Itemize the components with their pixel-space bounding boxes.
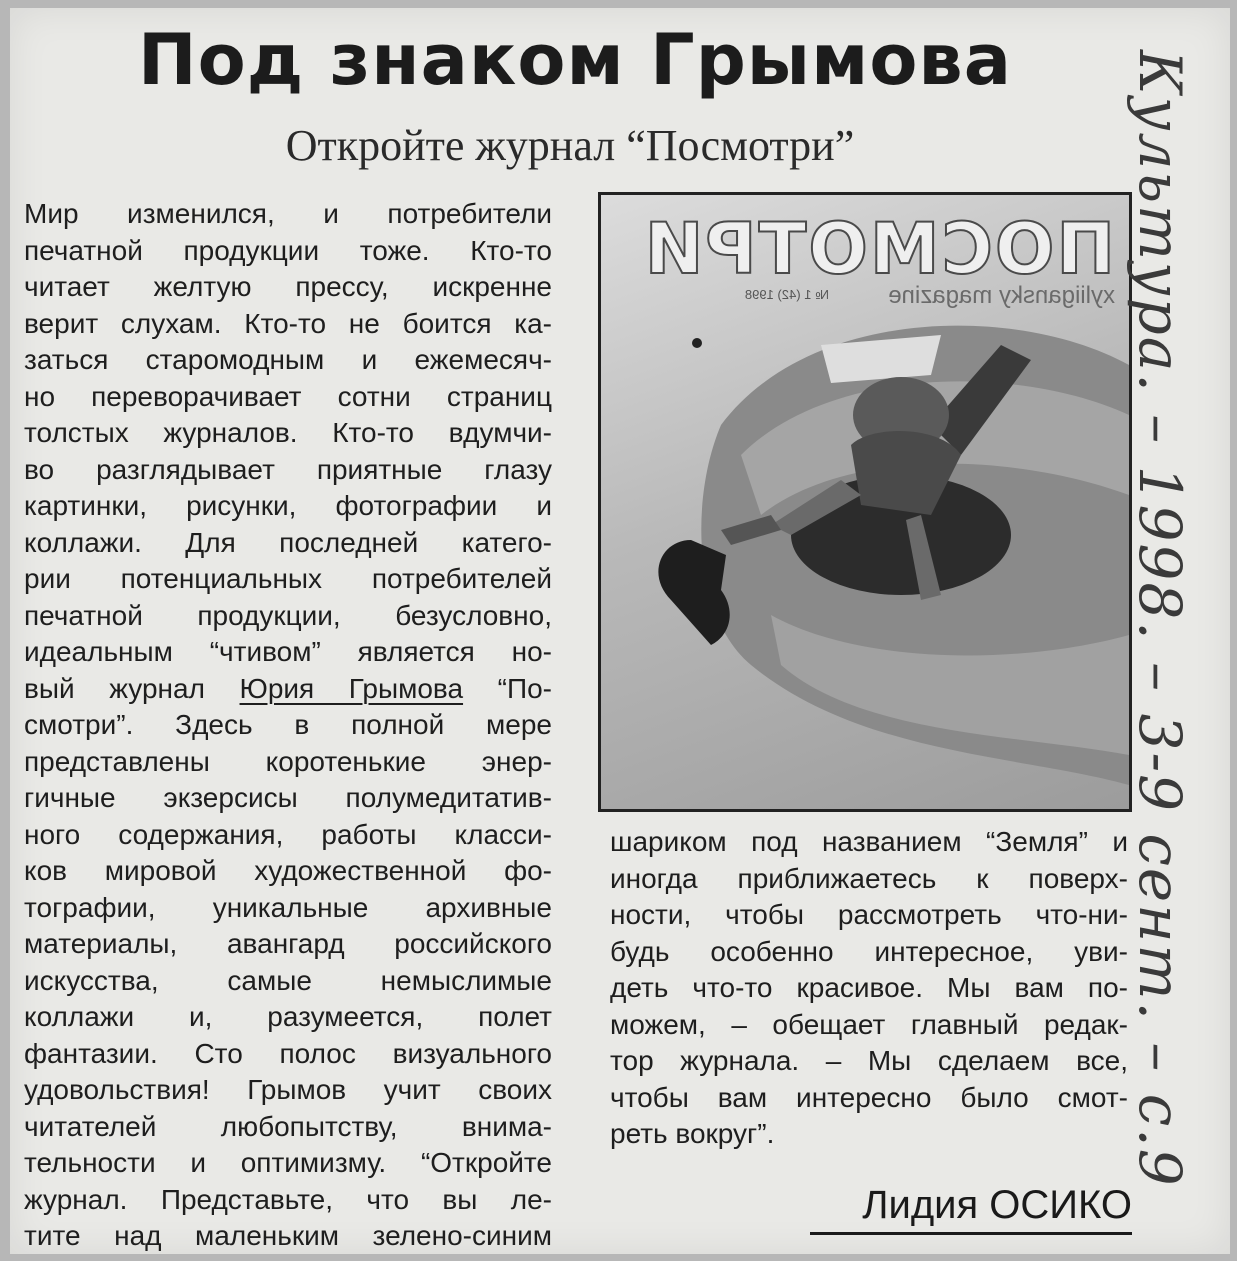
text-fragment: “По- (463, 672, 552, 704)
handwritten-citation: Культура. – 1998. – 3-9 сент. – с.9 (1126, 50, 1194, 1188)
text-line: представлены коротенькие энер- (24, 745, 552, 777)
text-line: но переворачивает сотни страниц (24, 380, 552, 412)
text-line: во разглядывает приятные глазу (24, 453, 552, 485)
text-line: идеальным “чтивом” является но- (24, 636, 552, 667)
text-line: печатной продукции, безусловно, (24, 599, 552, 631)
author-signature: Лидия ОСИКО (810, 1180, 1132, 1235)
cover-tagline: xyliigansky magazine (888, 282, 1115, 309)
text-line: тите над маленьким зелено-синим (24, 1220, 552, 1251)
text-line: коллажи и, разумеется, полет (24, 1001, 552, 1032)
text-line: материалы, авангард российского (24, 928, 552, 959)
right-column (610, 824, 1128, 1153)
figure-boot (658, 540, 729, 645)
magazine-cover-photo (598, 192, 1132, 812)
text-line: печатной продукции тоже. Кто-то (24, 234, 552, 266)
fly (692, 338, 702, 348)
text-line: гичные экзерсисы полумедитатив- (24, 782, 552, 813)
text-line: будь особенно интересное, уви- (610, 935, 1128, 967)
text-line: чтобы вам интересно было смот- (610, 1081, 1128, 1113)
text-line: иногда приближаетесь к поверх- (610, 862, 1128, 894)
text-line: толстых журналов. Кто-то вдумчи- (24, 417, 552, 448)
text-line: фантазии. Сто полос визуального (24, 1037, 552, 1069)
text-line: смотри”. Здесь в полной мере (24, 709, 552, 740)
cover-issue: № 1 (42) 1998 (744, 287, 829, 302)
text-line: реть вокруг”. (610, 1118, 775, 1149)
underlined-name: Юрия Грымова (239, 672, 464, 704)
text-line: удовольствия! Грымов учит своих (24, 1074, 552, 1105)
text-fragment: вый журнал (24, 672, 240, 704)
text-line: ного содержания, работы класси- (24, 818, 552, 850)
text-line: верит слухам. Кто-то не боится ка- (24, 307, 552, 339)
text-line: ности, чтобы рассмотреть что-ни- (610, 899, 1128, 930)
text-line: ков мировой художественной фо- (24, 855, 552, 886)
cover-masthead: ПОСМОТРИ (642, 208, 1115, 290)
headline: Под знаком Грымова (138, 19, 1012, 101)
text-line: рии потенциальных потребителей (24, 563, 552, 594)
text-line-with-name (24, 671, 552, 708)
text-line: читателей любопытству, внима- (24, 1110, 552, 1142)
text-line: тельности и оптимизму. “Откройте (24, 1147, 552, 1178)
text-line: можем, – обещает главный редак- (610, 1008, 1128, 1040)
text-line: читает желтую прессу, искренне (24, 271, 552, 302)
subheadline: Откройте журнал “Посмотри” (285, 121, 855, 170)
text-line: искусства, самые немыслимые (24, 964, 552, 996)
text-line: заться старомодным и ежемесяч- (24, 344, 552, 375)
cover-illustration (601, 195, 1129, 809)
text-line: деть что-то красивое. Мы вам по- (610, 972, 1128, 1003)
left-column (24, 196, 552, 1255)
text-line: тор журнала. – Мы сделаем все, (610, 1045, 1128, 1076)
text-line: картинки, рисунки, фотографии и (24, 490, 552, 521)
text-line: Мир изменился, и потребители (24, 198, 552, 229)
text-line: журнал. Представьте, что вы ле- (24, 1183, 552, 1215)
text-line: коллажи. Для последней катего- (24, 526, 552, 558)
text-line: шариком под названием “Земля” и (610, 826, 1128, 857)
text-line: тографии, уникальные архивные (24, 891, 552, 923)
